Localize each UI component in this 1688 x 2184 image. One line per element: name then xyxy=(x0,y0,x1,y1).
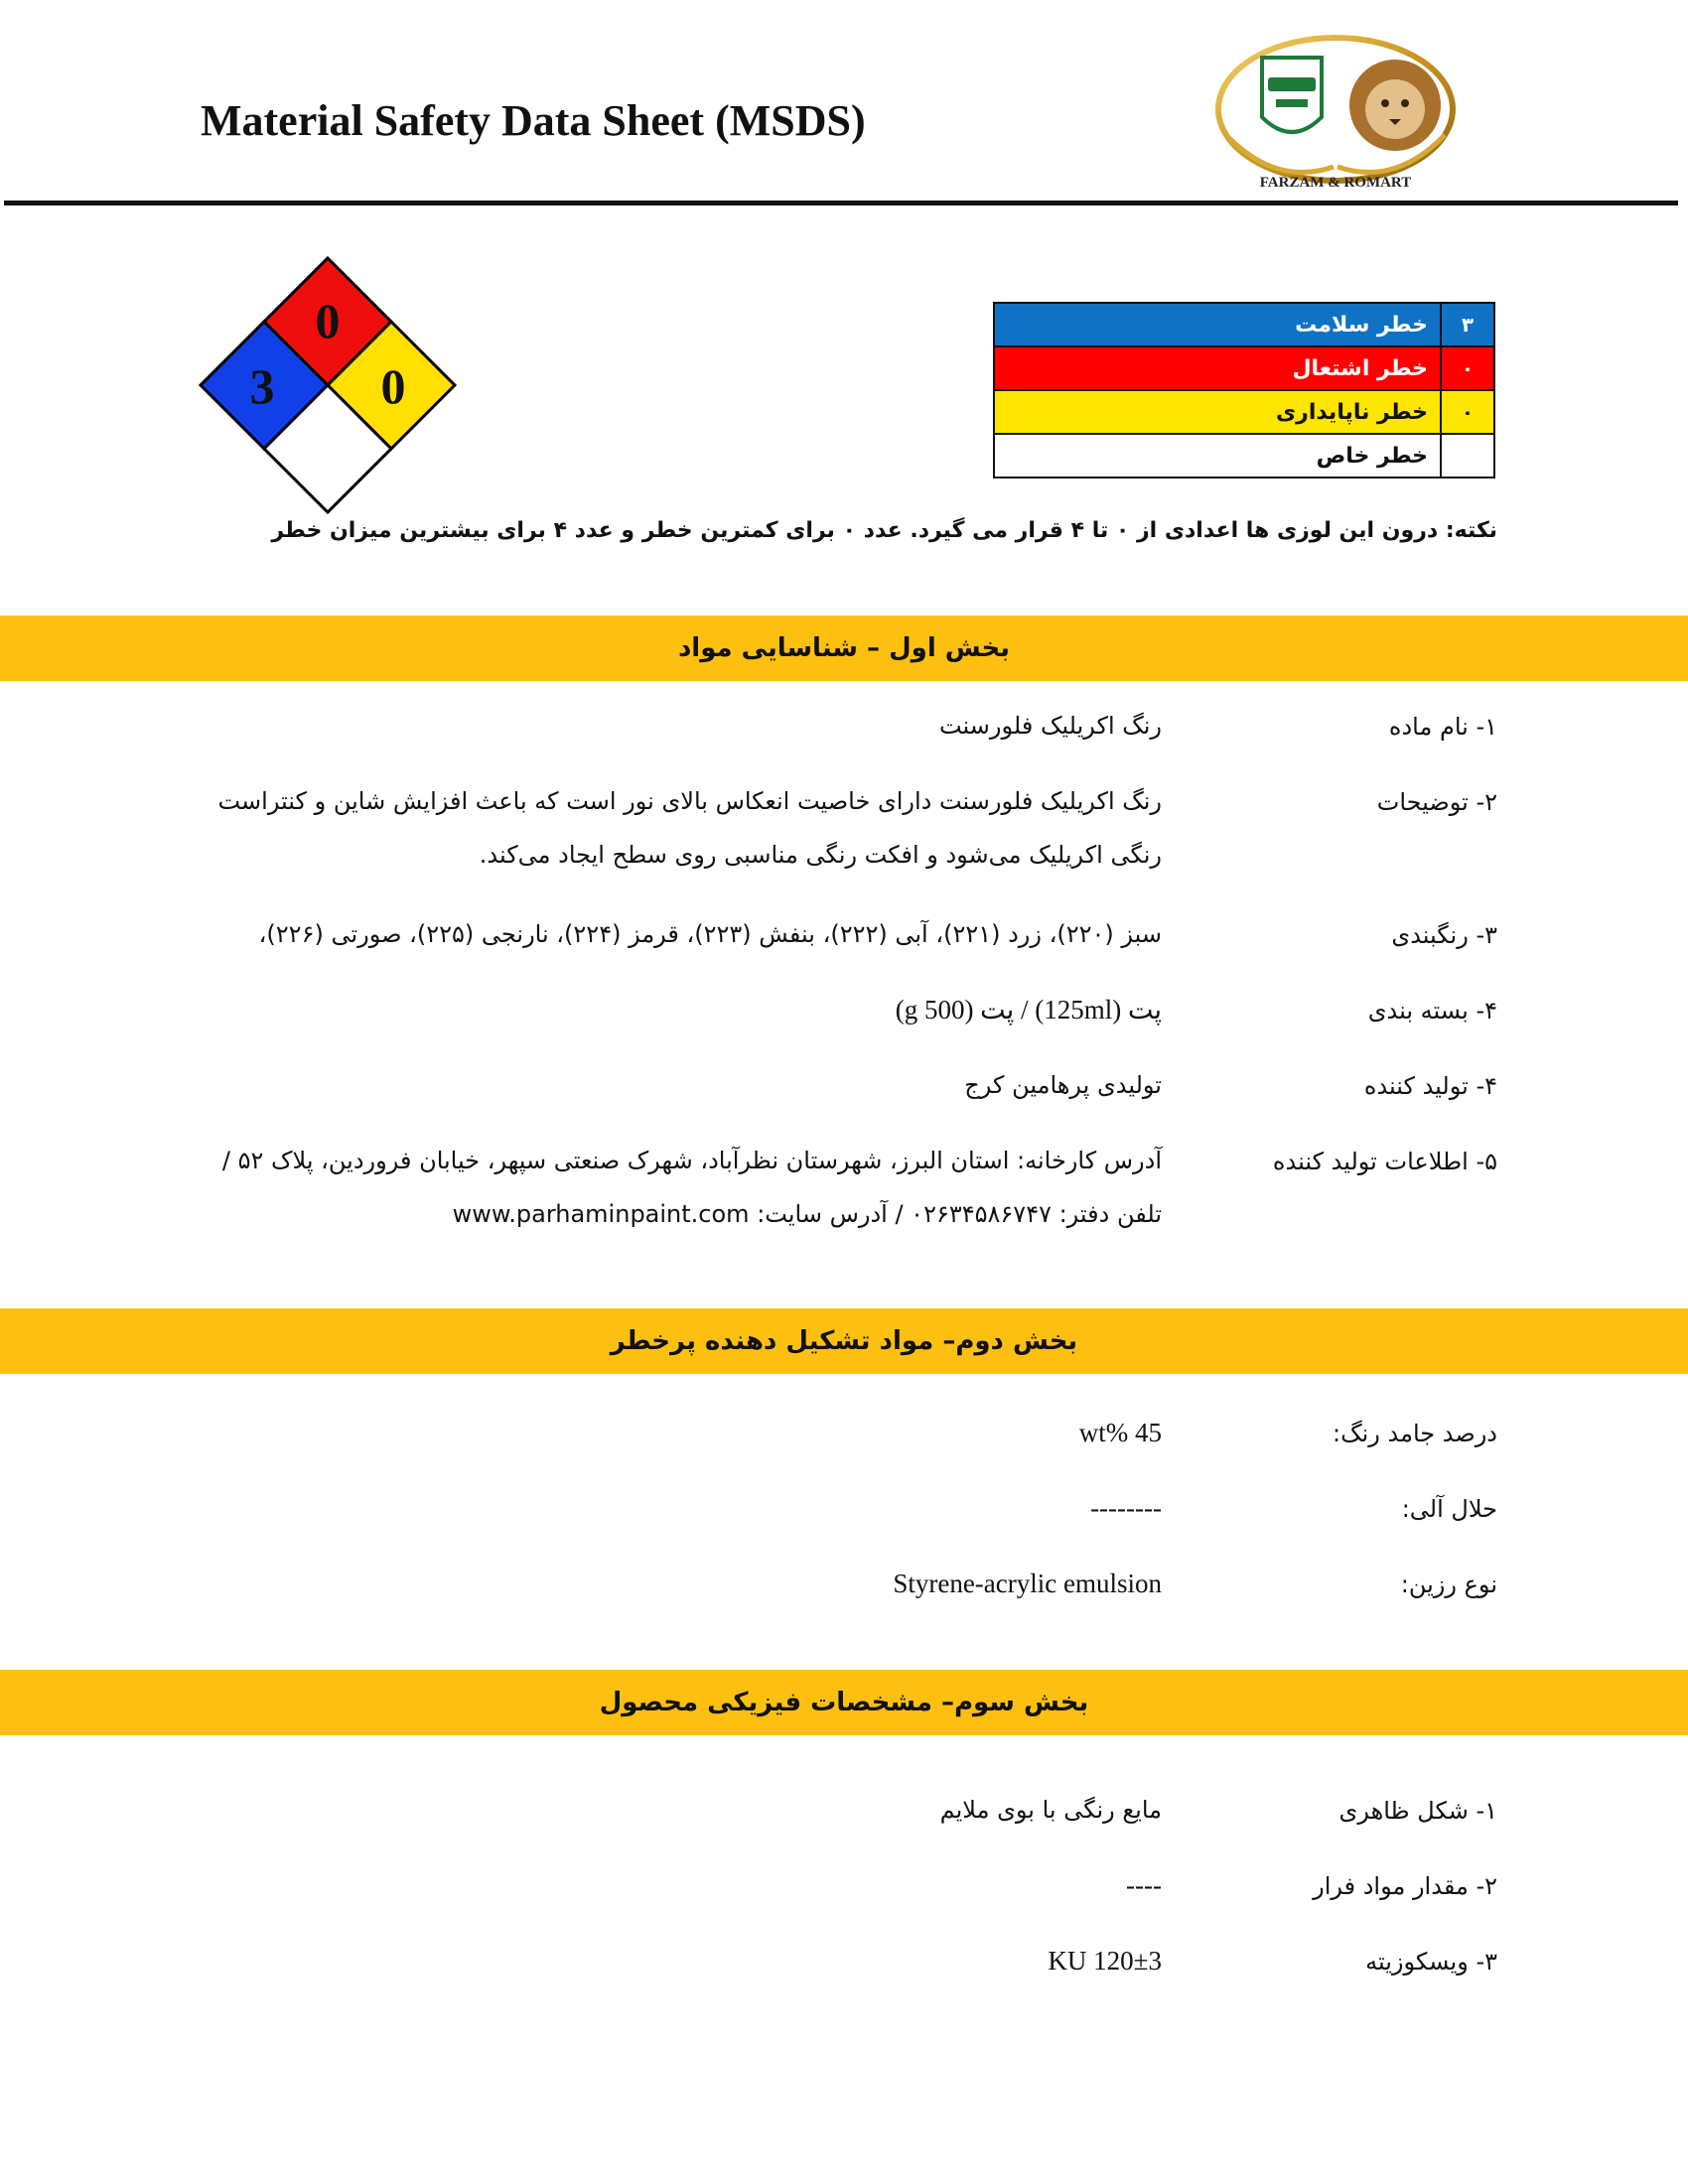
field-label: ۲- توضیحات xyxy=(1376,788,1497,816)
field-label: ۳- رنگبندی xyxy=(1391,921,1497,949)
field-value: 45 %wt xyxy=(1078,1418,1162,1447)
nfpa-hazard-diamond xyxy=(199,256,457,514)
field-value: -------- xyxy=(1090,1493,1162,1523)
field-label: ۱- شکل ظاهری xyxy=(1338,1797,1497,1825)
field-value: سبز (۲۲۰)، زرد (۲۲۱)، آبی (۲۲۲)، بنفش (۲۲۳)، قرمز (۲۲۴)، نارنجی (۲۲۵)، صورتی (۲۲۶)، xyxy=(258,920,1162,948)
field-label: ۵- اطلاعات تولید کننده xyxy=(1272,1148,1497,1175)
hazard-row-health xyxy=(994,303,1494,346)
hazard-label: خطر اشتعال xyxy=(994,346,1441,390)
field-value: رنگ اکریلیک فلورسنت xyxy=(938,712,1162,740)
hazard-row-instability xyxy=(994,390,1494,434)
section-1-header xyxy=(0,615,1688,681)
field-value: 120±3 KU xyxy=(1048,1946,1162,1976)
diamond-flammability-value: 0 xyxy=(315,293,341,348)
hazard-note: نکته: درون این لوزی ها اعدادی از ۰ تا ۴ قرار می گیرد. عدد ۰ برای کمترین خطر و عدد ۴ برای بیشترین میزان خطر xyxy=(271,518,1497,543)
field-label: نوع رزین: xyxy=(1400,1570,1497,1598)
section-title: بخش سوم– مشخصات فیزیکی محصول xyxy=(599,1688,1089,1717)
field-label: ۴- تولید کننده xyxy=(1363,1072,1497,1100)
field-value: ---- xyxy=(1126,1870,1162,1900)
hazard-rating: ۰ xyxy=(1441,390,1494,434)
company-logo xyxy=(1206,18,1465,195)
hazard-rating-table xyxy=(993,302,1495,478)
field-label: ۳- ویسکوزیته xyxy=(1365,1948,1497,1976)
field-label: ۲- مقدار مواد فرار xyxy=(1313,1872,1497,1900)
document-title: Material Safety Data Sheet (MSDS) xyxy=(201,96,866,145)
field-label: ۴- بسته بندی xyxy=(1367,997,1497,1024)
diamond-instability-value: 0 xyxy=(380,358,406,414)
hazard-row-flammability xyxy=(994,346,1494,390)
hazard-label: خطر ناپایداری xyxy=(994,390,1441,434)
hazard-rating: ۰ xyxy=(1441,346,1494,390)
field-value: تولیدی پرهامین کرج xyxy=(964,1071,1162,1099)
hazard-label: خطر سلامت xyxy=(994,303,1441,346)
field-value: مایع رنگی با بوی ملایم xyxy=(939,1796,1162,1824)
section-title: بخش اول – شناسایی مواد xyxy=(677,633,1011,663)
logo-caption: FARZAM & ROMART xyxy=(1259,175,1412,191)
header-divider xyxy=(4,201,1678,205)
hazard-rating xyxy=(1441,434,1494,478)
section-3-header xyxy=(0,1670,1688,1735)
section-2-header xyxy=(0,1308,1688,1374)
field-label: ۱- نام ماده xyxy=(1388,713,1497,741)
field-value: رنگ اکریلیک فلورسنت دارای خاصیت انعکاس بالای نور است که باعث افزایش شاین و کنتراست رنگی اکریلیک می‌شود و افکت رنگی مناسبی روی سطح ایجاد می‌کند. xyxy=(217,787,1162,869)
hazard-rating: ۳ xyxy=(1441,303,1494,346)
hazard-row-special xyxy=(994,434,1494,478)
section-title: بخش دوم– مواد تشکیل دهنده پرخطر xyxy=(610,1326,1078,1356)
hazard-label: خطر خاص xyxy=(994,434,1441,478)
field-label: درصد جامد رنگ: xyxy=(1333,1420,1497,1447)
field-value: پت (125ml) / پت (500 g) xyxy=(895,995,1162,1024)
field-value: آدرس کارخانه: استان البرز، شهرستان نظرآباد، شهرک صنعتی سپهر، خیابان فروردین، پلاک ۵۲ / تلفن دفتر: ۰۲۶۳۴۵۸۶۷۴۷ / آدرس سایت: www.parhaminpaint.com xyxy=(221,1147,1162,1228)
field-label: حلال آلی: xyxy=(1401,1495,1497,1523)
field-value: Styrene-acrylic emulsion xyxy=(893,1569,1162,1598)
diamond-health-value: 3 xyxy=(249,358,275,414)
